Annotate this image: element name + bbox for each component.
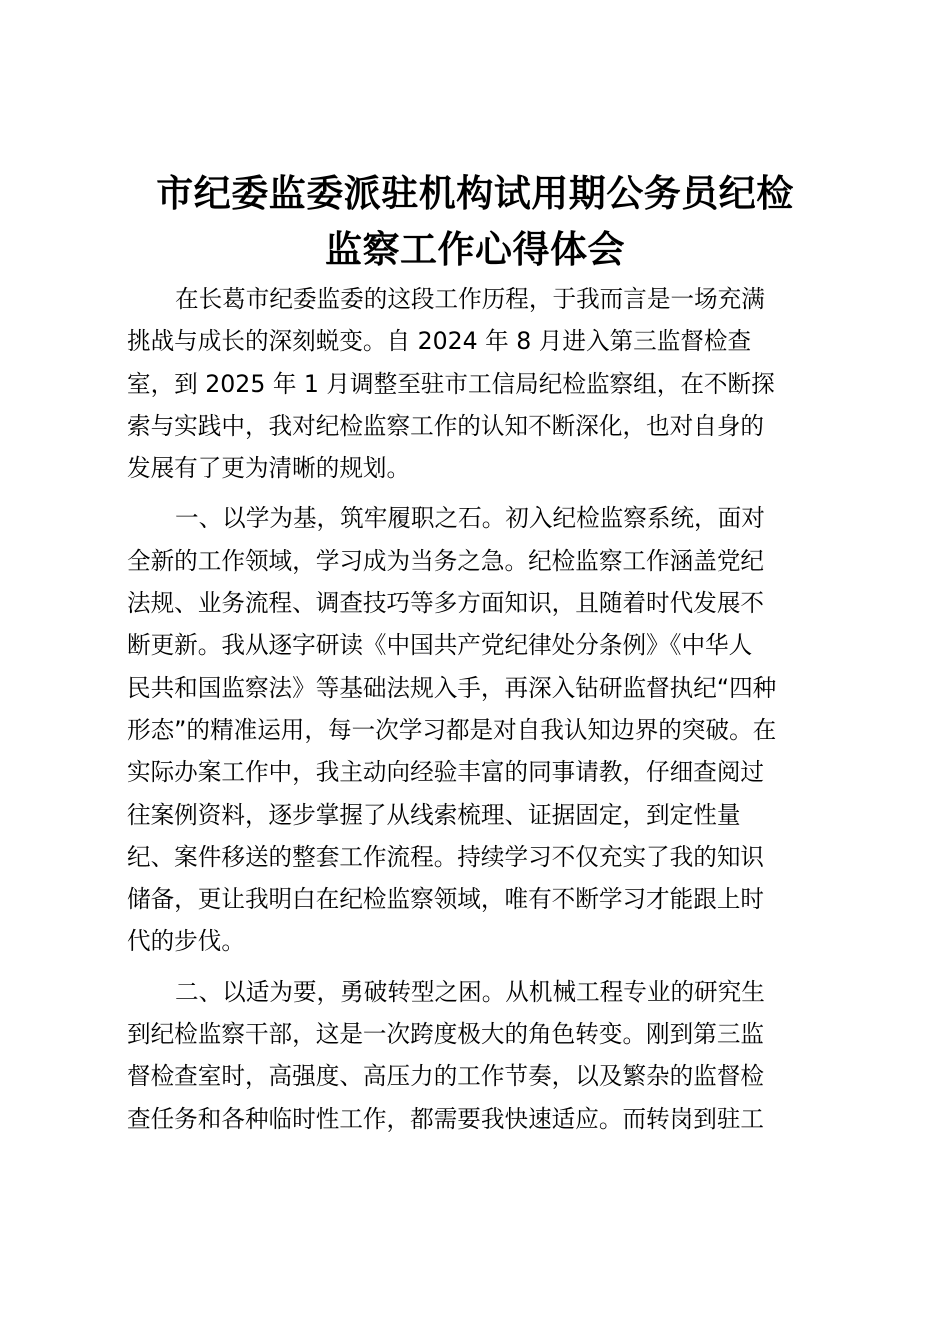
document-body — [127, 278, 833, 1140]
text-line: 代的步伐。 — [127, 927, 245, 956]
paragraph-intro — [127, 278, 833, 489]
title-line: 监察工作心得体会 — [325, 228, 625, 271]
text-line: 法规、业务流程、调查技巧等多方面知识，且随着时代发展不 — [127, 589, 765, 618]
paragraph-learning — [127, 497, 833, 962]
text-line: 二、以适为要，勇破转型之困。从机械工程专业的研究生 — [175, 977, 765, 1006]
text-line: 在长葛市纪委监委的这段工作历程，于我而言是一场充满 — [175, 285, 765, 313]
title-line: 市纪委监委派驻机构试用期公务员纪检 — [156, 172, 794, 215]
document-title — [100, 166, 850, 278]
text-line: 挑战与成长的深刻蜕变。自 2024 年 8 月进入第三监督检查 — [127, 327, 752, 356]
text-line: 储备，更让我明白在纪检监察领域，唯有不断学习才能跟上时 — [127, 885, 765, 914]
text-line: 督检查室时，高强度、高压力的工作节奏，以及繁杂的监督检 — [127, 1062, 765, 1091]
text-line: 断更新。我从逐字研读《中国共产党纪律处分条例》《中华人 — [127, 631, 753, 660]
text-line: 到纪检监察干部，这是一次跨度极大的角色转变。刚到第三监 — [127, 1020, 765, 1049]
text-line: 纪、案件移送的整套工作流程。持续学习不仅充实了我的知识 — [127, 842, 765, 871]
text-line: 室，到 2025 年 1 月调整至驻市工信局纪检监察组，在不断探 — [127, 369, 775, 398]
text-line: 往案例资料，逐步掌握了从线索梳理、证据固定，到定性量 — [127, 800, 741, 829]
text-line: 全新的工作领域，学习成为当务之急。纪检监察工作涵盖党纪 — [127, 546, 765, 575]
text-line: 索与实践中，我对纪检监察工作的认知不断深化，也对自身的 — [127, 411, 765, 440]
text-line: 一、以学为基，筑牢履职之石。初入纪检监察系统，面对 — [175, 504, 765, 533]
text-line: 发展有了更为清晰的规划。 — [127, 454, 411, 483]
text-line: 实际办案工作中，我主动向经验丰富的同事请教，仔细查阅过 — [127, 758, 765, 787]
text-line: 民共和国监察法》等基础法规入手，再深入钻研监督执纪“四种 — [127, 673, 777, 702]
paragraph-adaptation — [127, 971, 833, 1140]
text-line: 形态”的精准运用，每一次学习都是对自我认知边界的突破。在 — [127, 715, 777, 744]
text-line: 查任务和各种临时性工作，都需要我快速适应。而转岗到驻工 — [127, 1104, 765, 1133]
